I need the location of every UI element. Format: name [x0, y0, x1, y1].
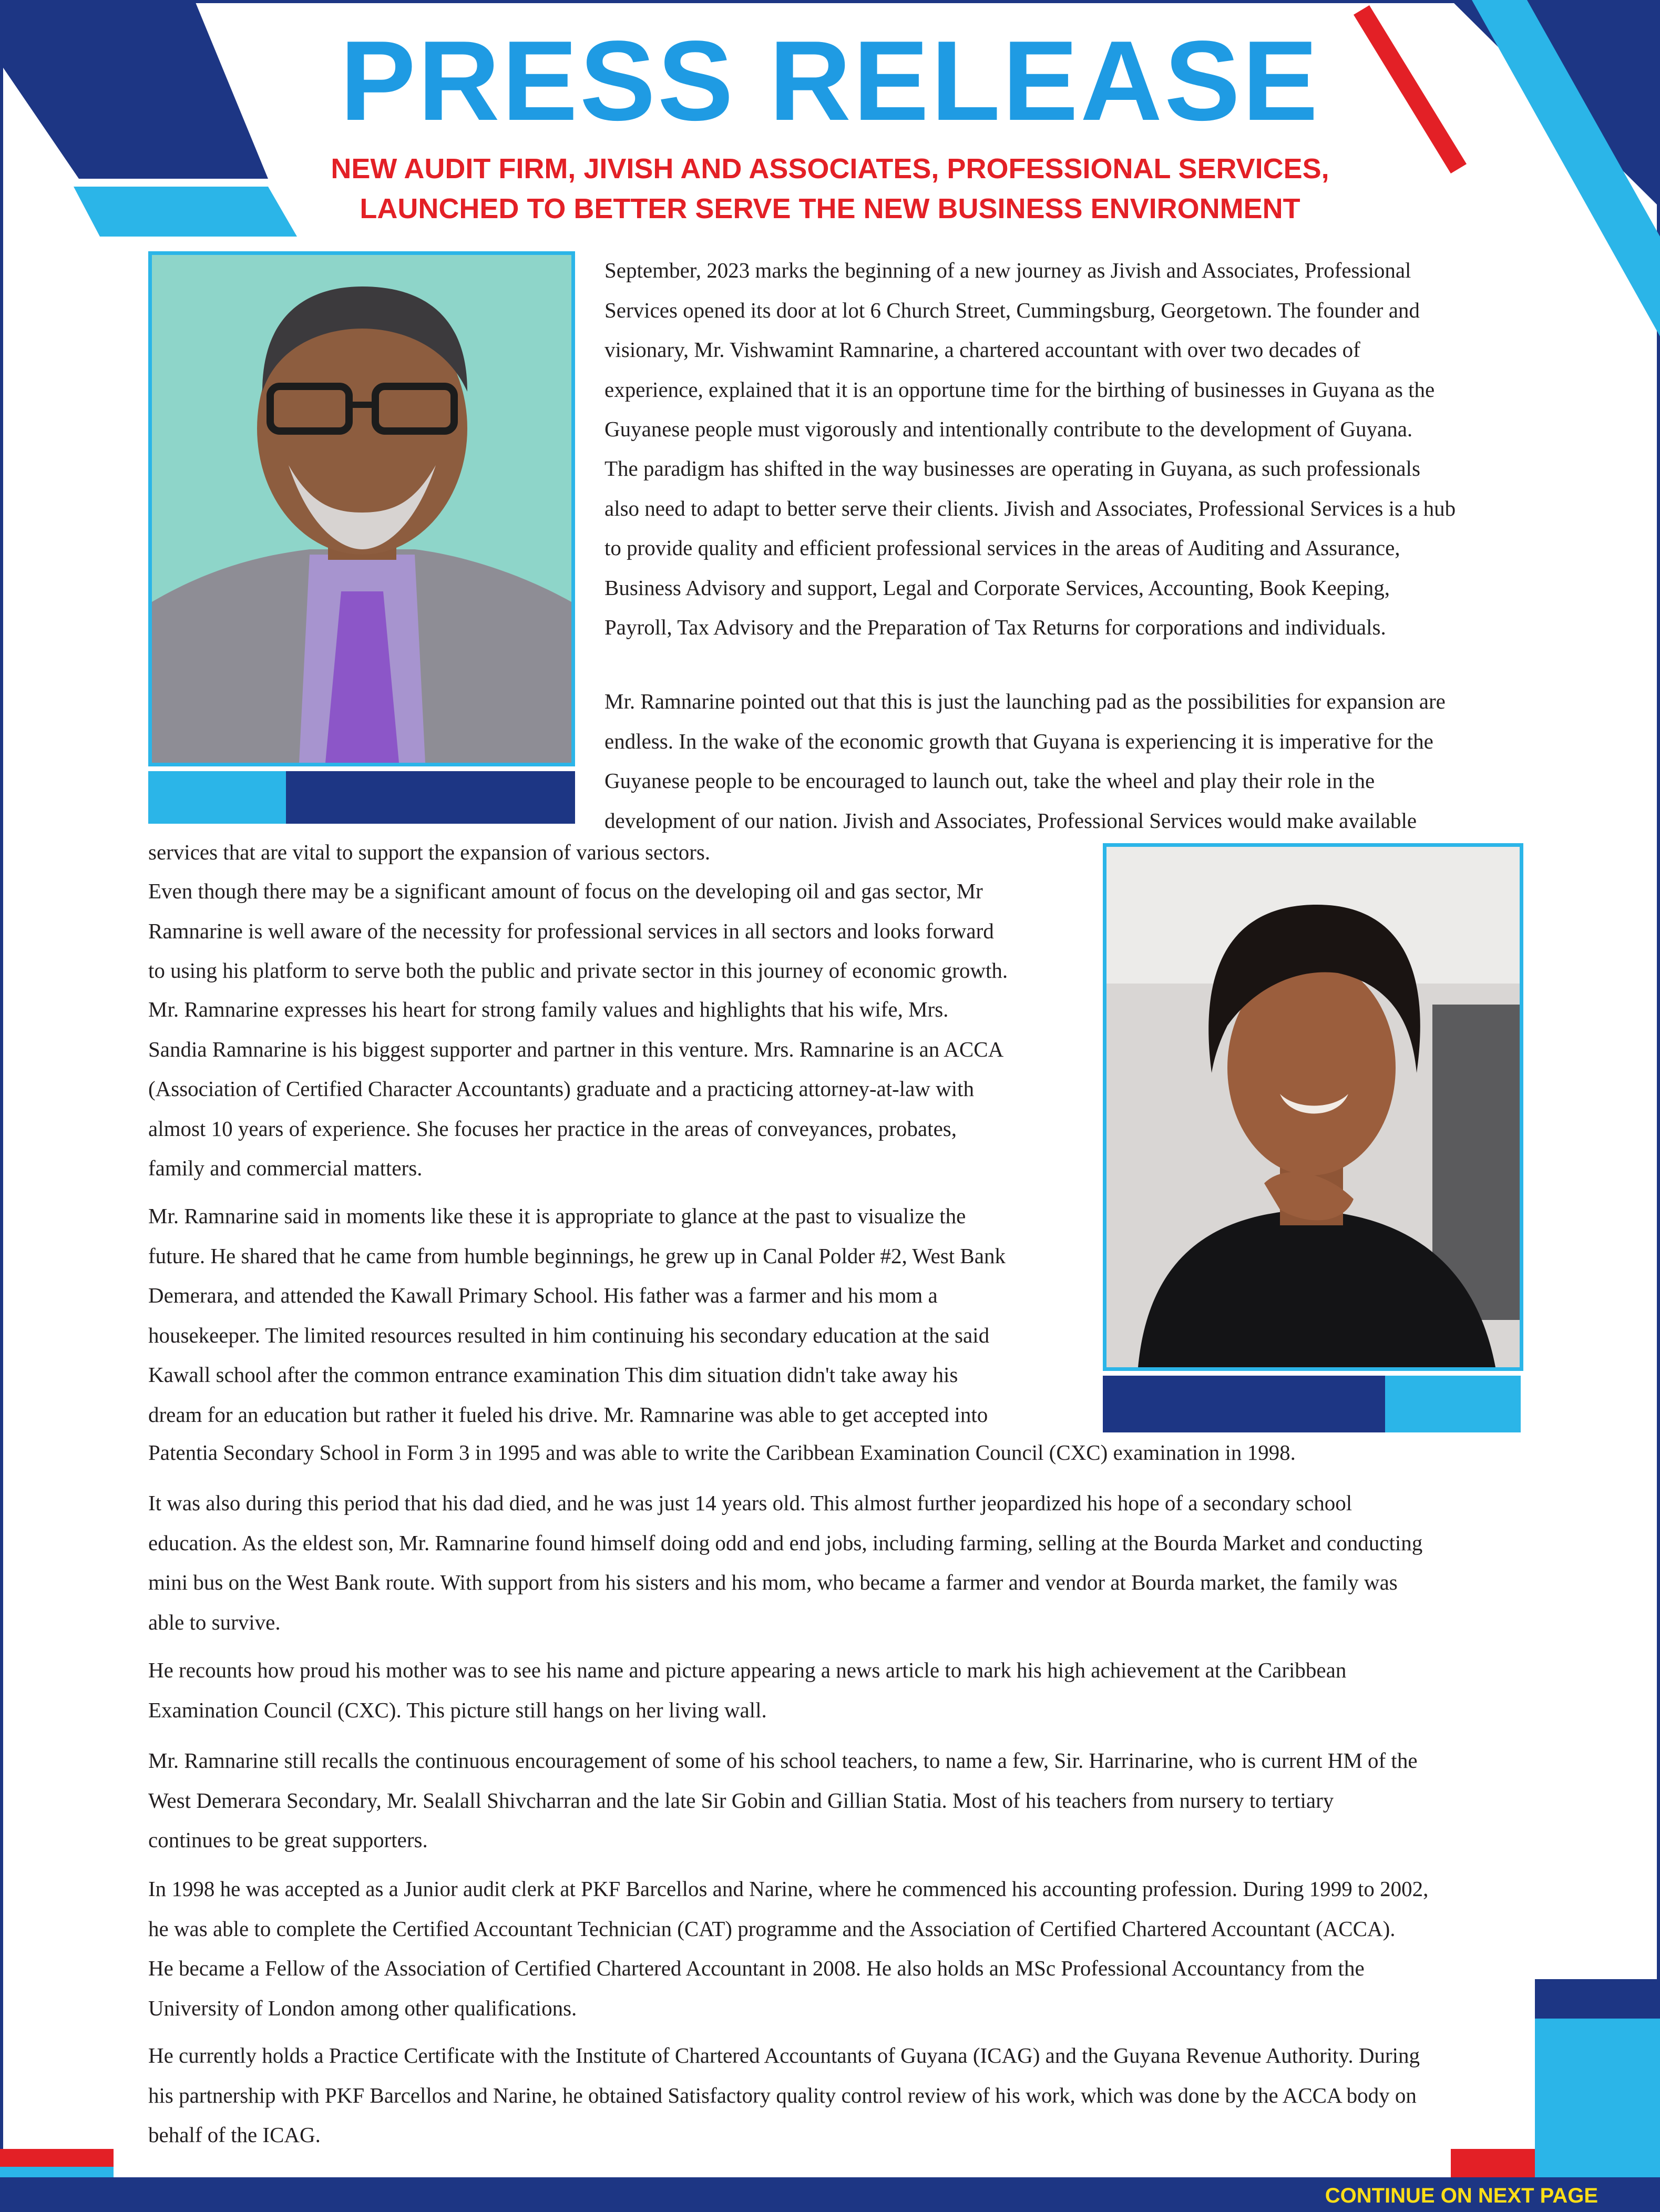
text-line: his partnership with PKF Barcellos and Narine, he obtained Satisfactory quality control review of his work, which was done by the ACCA body on — [148, 2083, 1417, 2107]
text-line: It was also during this period that his dad died, and he was just 14 years old. This almost further jeopardized his hope of a secondary school — [148, 1491, 1352, 1515]
text-line: Kawall school after the common entrance examination This dim situation didn't take away his — [148, 1363, 958, 1387]
text-line: Services opened its door at lot 6 Church Street, Cummingsburg, Georgetown. The founder and — [604, 298, 1420, 322]
text-line: Mr. Ramnarine said in moments like these it is appropriate to glance at the past to visualize the — [148, 1204, 966, 1228]
text-line: He recounts how proud his mother was to see his name and picture appearing a news article to mark his high achievement at the Caribbean — [148, 1658, 1347, 1682]
photo1-accent-navy — [286, 771, 575, 824]
text-line: West Demerara Secondary, Mr. Sealall Shivcharran and the late Sir Gobin and Gillian Statia. Most of his teachers from nursery to tertiary — [148, 1788, 1334, 1812]
text-line: experience, explained that it is an opportune time for the birthing of businesses in Guyana as the — [604, 377, 1435, 402]
paragraph-3-continuation — [148, 833, 1084, 873]
photo2-accent-cyan — [1385, 1376, 1521, 1432]
text-line: Guyanese people to be encouraged to launch out, take the wheel and play their role in the — [604, 769, 1375, 793]
text-line: In 1998 he was accepted as a Junior audit clerk at PKF Barcellos and Narine, where he commenced his accounting profession. During 1999 to 2002, — [148, 1877, 1429, 1901]
text-line: Sandia Ramnarine is his biggest supporter and partner in this venture. Mrs. Ramnarine is an ACCA — [148, 1037, 1004, 1061]
text-line: endless. In the wake of the economic growth that Guyana is experiencing it is imperative for the — [604, 729, 1433, 753]
text-line: Patentia Secondary School in Form 3 in 1995 and was able to write the Caribbean Examination Council (CXC) examination in 1998. — [148, 1440, 1296, 1465]
bottom-accent-red-left — [0, 2149, 114, 2167]
text-line: Business Advisory and support, Legal and Corporate Services, Accounting, Book Keeping, — [604, 575, 1390, 600]
text-line: Payroll, Tax Advisory and the Preparation of Tax Returns for corporations and individuals. — [604, 615, 1386, 639]
page-subtitle — [179, 149, 1481, 229]
paragraph-9 — [148, 1741, 1523, 1860]
text-line: He became a Fellow of the Association of Certified Chartered Accountant in 2008. He also holds an MSc Professional Accountancy from the — [148, 1956, 1365, 1980]
text-line: family and commercial matters. — [148, 1156, 423, 1180]
text-line: University of London among other qualifications. — [148, 1995, 577, 2020]
text-line: to provide quality and efficient professional services in the areas of Auditing and Assurance, — [604, 536, 1400, 560]
text-line: dream for an education but rather it fueled his drive. Mr. Ramnarine was able to get accepted into — [148, 1402, 988, 1427]
text-line: future. He shared that he came from humble beginnings, he grew up in Canal Polder #2, West Bank — [148, 1243, 1006, 1268]
photo2-accent-navy — [1103, 1376, 1385, 1432]
paragraph-11 — [148, 2036, 1523, 2155]
text-line: mini bus on the West Bank route. With support from his sisters and his mom, who became a farmer and vendor at Bourda market, the family was — [148, 1570, 1398, 1594]
paragraph-3 — [604, 682, 1523, 841]
text-line: Mr. Ramnarine expresses his heart for strong family values and highlights that his wife, Mrs. — [148, 997, 949, 1021]
text-line: visionary, Mr. Vishwamint Ramnarine, a chartered accountant with over two decades of — [604, 337, 1360, 362]
subtitle-line-2: LAUNCHED TO BETTER SERVE THE NEW BUSINESS ENVIRONMENT — [360, 193, 1300, 224]
text-line: services that are vital to support the expansion of various sectors. — [148, 840, 711, 864]
text-line: Even though there may be a significant amount of focus on the developing oil and gas sector, Mr — [148, 879, 983, 903]
paragraph-6-continuation — [148, 1433, 1523, 1473]
founder-photo — [148, 251, 575, 766]
text-line: Demerara, and attended the Kawall Primary School. His father was a farmer and his mom a — [148, 1283, 938, 1307]
text-line: education. As the eldest son, Mr. Ramnarine found himself doing odd and end jobs, including farming, selling at the Bourda Market and conducting — [148, 1530, 1423, 1555]
text-line: Examination Council (CXC). This picture still hangs on her living wall. — [148, 1697, 767, 1722]
text-line: housekeeper. The limited resources resulted in him continuing his secondary education at the said — [148, 1323, 990, 1347]
photo1-accent-cyan — [148, 771, 286, 824]
paragraph-6 — [148, 1196, 1077, 1435]
text-line: The paradigm has shifted in the way businesses are operating in Guyana, as such professionals — [604, 456, 1420, 480]
text-line: Guyanese people must vigorously and intentionally contribute to the development of Guyana. — [604, 417, 1413, 441]
text-line: Ramnarine is well aware of the necessity for professional services in all sectors and looks forward — [148, 918, 994, 943]
subtitle-line-1: NEW AUDIT FIRM, JIVISH AND ASSOCIATES, PROFESSIONAL SERVICES, — [331, 153, 1329, 185]
side-block-navy — [1535, 1979, 1660, 2019]
continue-on-next-page-link[interactable]: CONTINUE ON NEXT PAGE — [1325, 2184, 1598, 2207]
side-block-cyan — [1535, 2019, 1660, 2177]
text-line: Mr. Ramnarine pointed out that this is just the launching pad as the possibilities for expansion are — [604, 689, 1446, 713]
text-line: development of our nation. Jivish and Associates, Professional Services would make available — [604, 808, 1417, 833]
paragraph-10 — [148, 1869, 1523, 2028]
text-line: almost 10 years of experience. She focuses her practice in the areas of conveyances, probates, — [148, 1116, 957, 1141]
paragraph-8 — [148, 1651, 1523, 1730]
paragraph-4 — [148, 872, 1077, 991]
text-line: also need to adapt to better serve their clients. Jivish and Associates, Professional Services is a hub — [604, 496, 1456, 520]
page-title: PRESS RELEASE — [340, 17, 1320, 144]
paragraph-2 — [604, 449, 1523, 648]
paragraph-1 — [604, 251, 1523, 449]
paragraph-5 — [148, 990, 1077, 1189]
text-line: Mr. Ramnarine still recalls the continuous encouragement of some of his school teachers, to name a few, Sir. Harrinarine, who is current HM of the — [148, 1748, 1418, 1773]
text-line: He currently holds a Practice Certificate with the Institute of Chartered Accountants of Guyana (ICAG) and the Guyana Revenue Authority. During — [148, 2043, 1420, 2067]
paragraph-7 — [148, 1483, 1523, 1642]
text-line: he was able to complete the Certified Accountant Technician (CAT) programme and the Association of Certified Chartered Accountant (ACCA). — [148, 1916, 1396, 1941]
text-line: to using his platform to serve both the public and private sector in this journey of economic growth. — [148, 958, 1008, 982]
text-line: September, 2023 marks the beginning of a new journey as Jivish and Associates, Professional — [604, 258, 1411, 282]
text-line: able to survive. — [148, 1610, 281, 1634]
bottom-accent-cyan-left — [0, 2167, 114, 2177]
text-line: behalf of the ICAG. — [148, 2123, 321, 2147]
text-line: continues to be great supporters. — [148, 1828, 428, 1852]
text-line: (Association of Certified Character Accountants) graduate and a practicing attorney-at-law with — [148, 1077, 975, 1101]
wife-photo — [1103, 843, 1523, 1371]
